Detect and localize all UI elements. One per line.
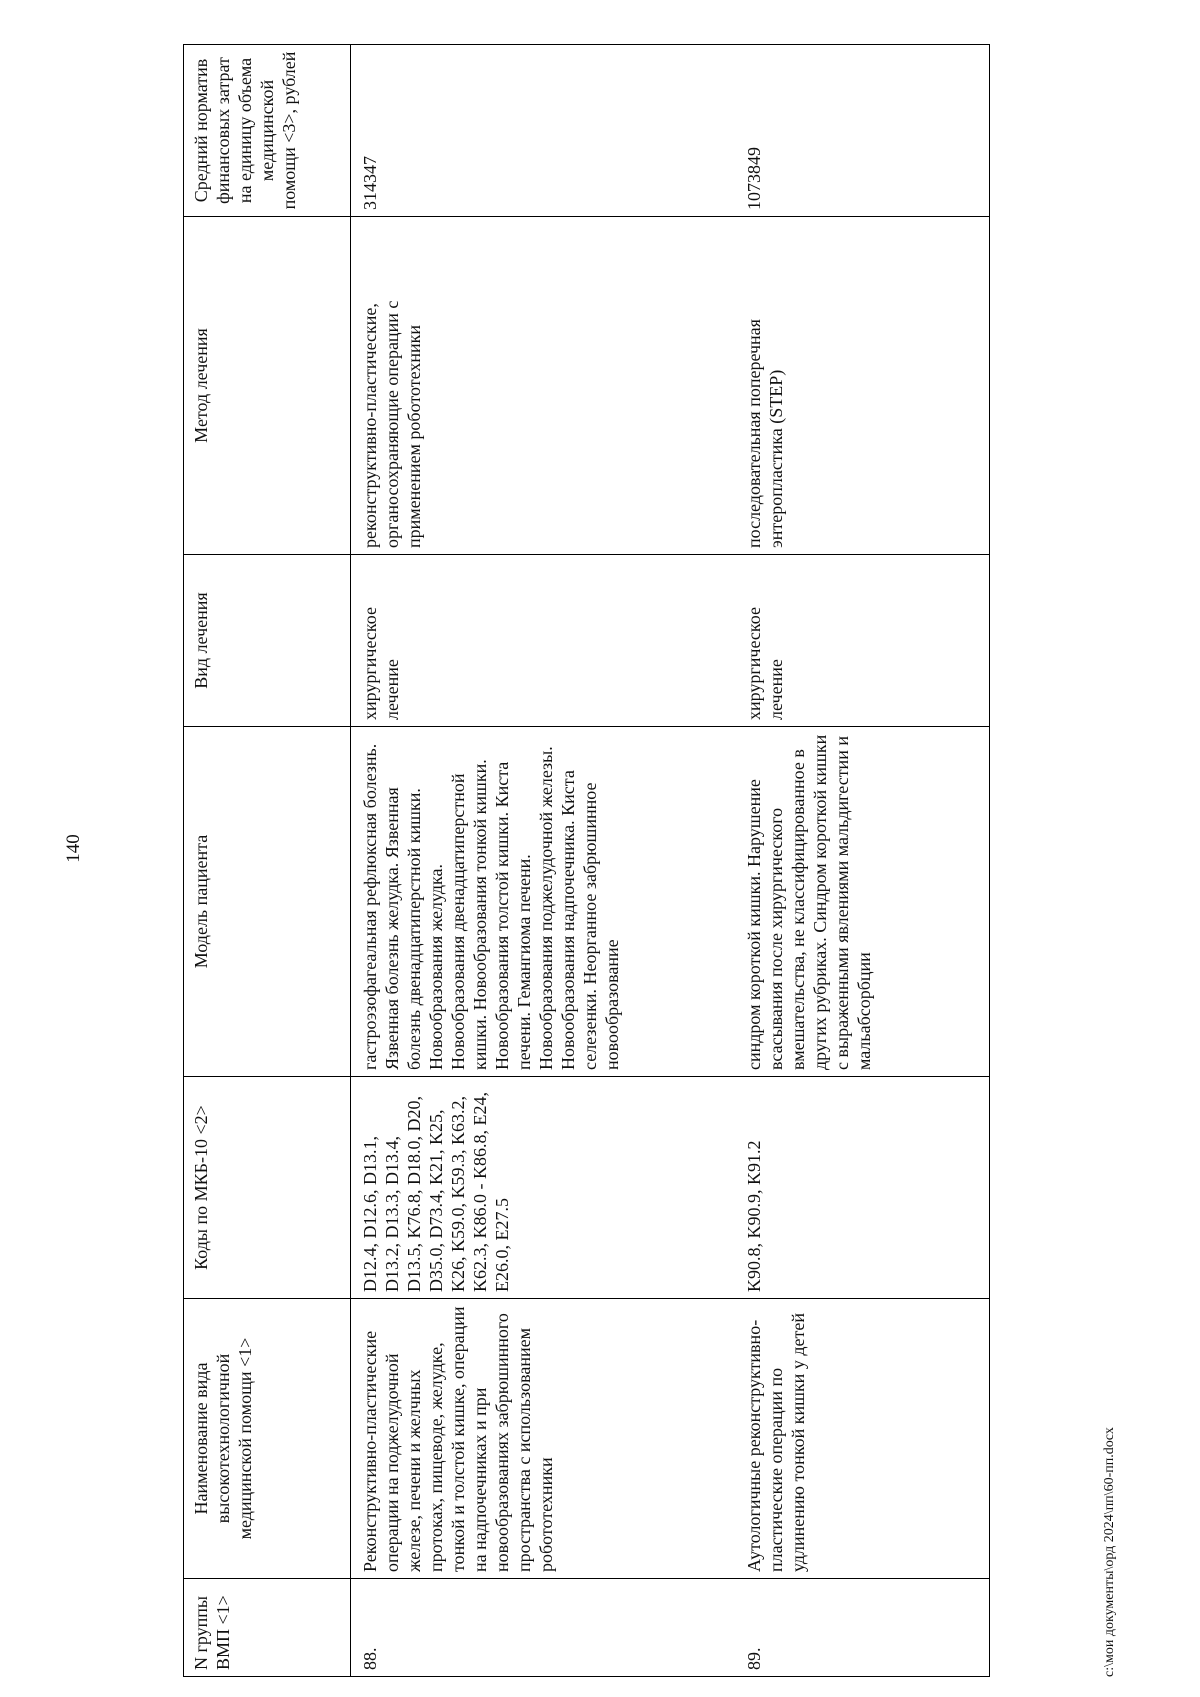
cell-cost: 314347: [351, 45, 736, 217]
cell-method: последовательная поперечная энтеропластика (STEP): [735, 217, 990, 555]
cell-codes: D12.4, D12.6, D13.1, D13.2, D13.3, D13.4, D13.5, K76.8, D18.0, D20, D35.0, D73.4, K21, K25, K26, K59.0, K59.3, K63.2, K62.3, K86.0 - K86.8, E24, E26.0, E27.5: [351, 1077, 736, 1299]
header-group: N группы ВМП <1>: [184, 1579, 351, 1677]
cell-kind: хирургическое лечение: [735, 555, 990, 727]
cell-model: гастроэзофагеальная рефлюксная болезнь. Язвенная болезнь желудка. Язвенная болезнь двенадцатиперстной кишки. Новообразования желудка. Новообразования двенадцатиперстной кишки. Новообразования тонкой кишки. Новообразования толстой кишки. Киста печени. Гемангиома печени. Новообразования поджелудочной железы. Новообразования надпочечника. Киста селезенки. Неорганное забрюшинное новообразование: [351, 727, 736, 1077]
cell-group: 89.: [735, 1579, 990, 1677]
header-kind: Вид лечения: [184, 555, 351, 727]
header-codes: Коды по МКБ-10 <2>: [184, 1077, 351, 1299]
cell-name: Реконструктивно-пластические операции на поджелудочной железе, печени и желчных протоках, пищеводе, желудке, тонкой и толстой кишке, операции на надпочечниках и при новообразованиях забрюшинного пространства с использованием робототехники: [351, 1299, 736, 1579]
vmp-table: [183, 44, 990, 1677]
cell-codes: K90.8, K90.9, K91.2: [735, 1077, 990, 1299]
header-model: Модель пациента: [184, 727, 351, 1077]
cell-group: 88.: [351, 1579, 736, 1677]
cell-method: реконструктивно-пластические, органосохраняющие операции с применением робототехники: [351, 217, 736, 555]
table-row: [351, 45, 736, 1677]
cell-name: Аутологичные реконструктивно-пластические операции по удлинению тонкой кишки у детей: [735, 1299, 990, 1579]
table-row: [735, 45, 990, 1677]
footer-file-path: c:\мои документы\орд 2024\пп\60-пп.docx: [1102, 1427, 1117, 1677]
table-header-row: [184, 45, 351, 1677]
header-method: Метод лечения: [184, 217, 351, 555]
page-number: 140: [63, 834, 84, 863]
cell-kind: хирургическое лечение: [351, 555, 736, 727]
cell-cost: 1073849: [735, 45, 990, 217]
cell-model: синдром короткой кишки. Нарушение всасывания после хирургического вмешательства, не классифицированное в других рубриках. Синдром короткой кишки с выраженными явлениями мальдигестии и мальабсорбции: [735, 727, 990, 1077]
header-name: Наименование вида высокотехнологичной медицинской помощи <1>: [184, 1299, 351, 1579]
header-cost: Средний норматив финансовых затрат на единицу объема медицинской помощи <3>, рублей: [184, 45, 351, 217]
